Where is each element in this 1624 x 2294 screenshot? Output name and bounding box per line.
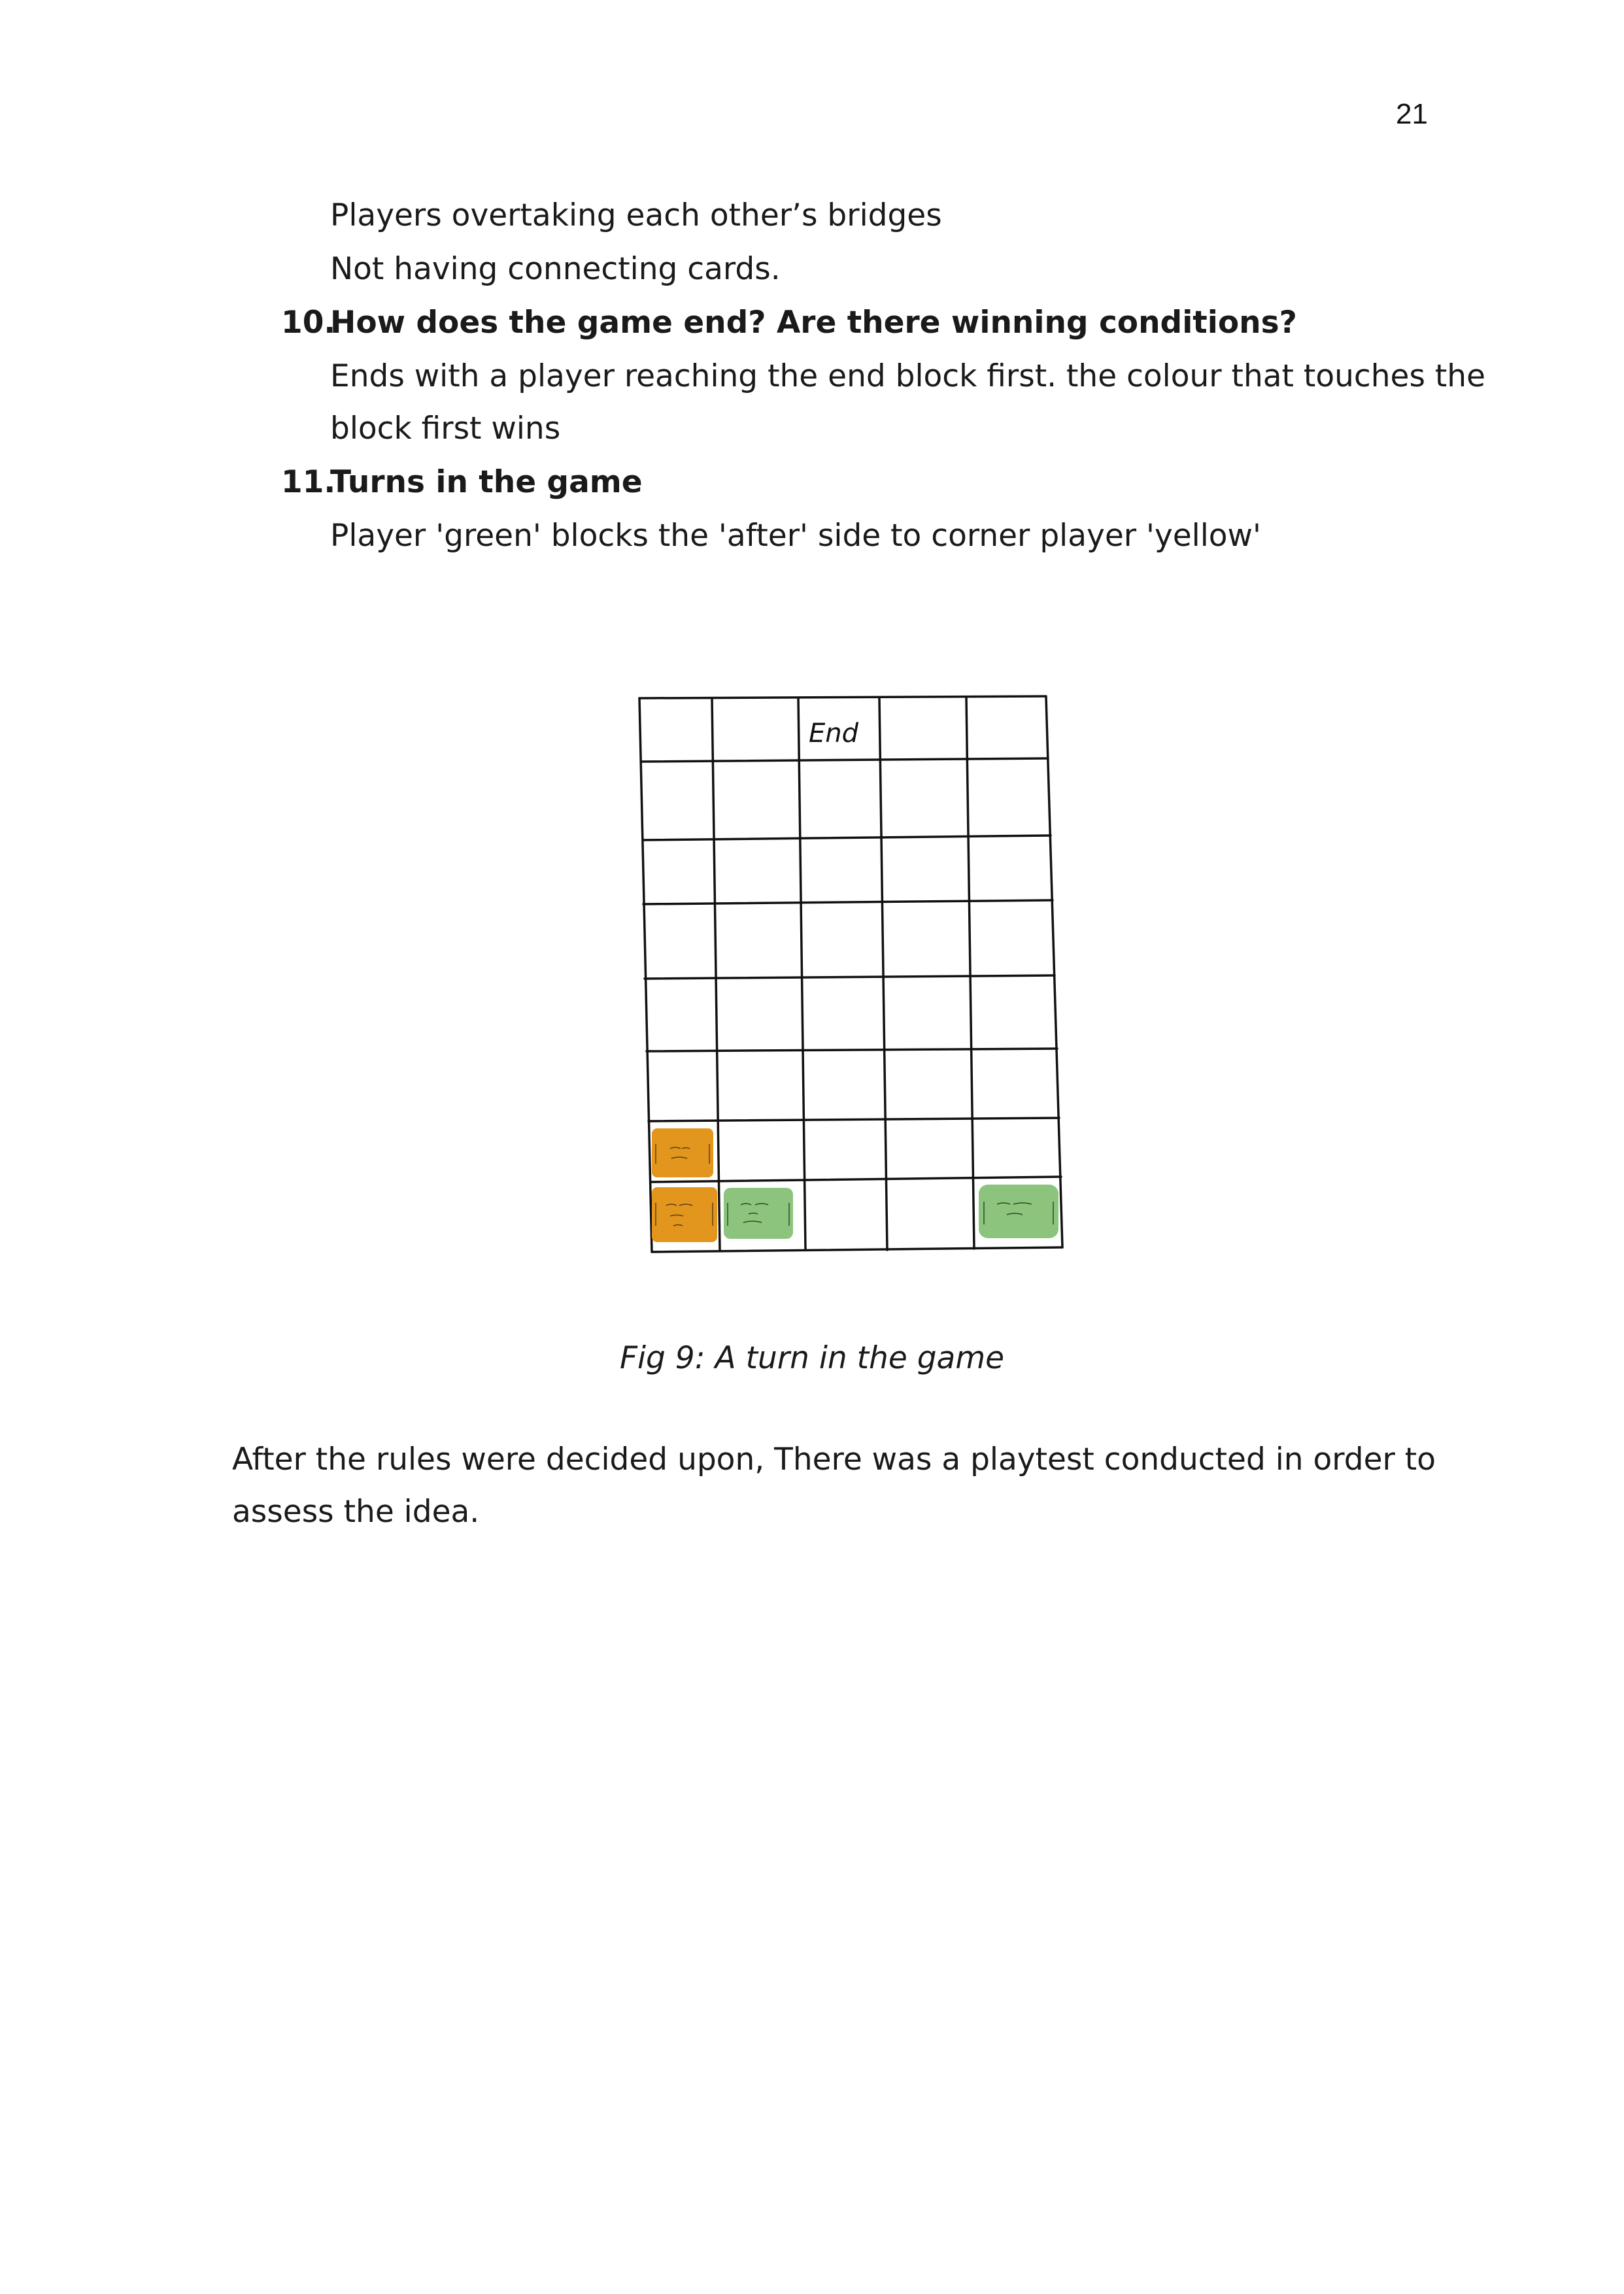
- question-number: 11.: [281, 464, 336, 500]
- game-board-figure: [637, 693, 1069, 1262]
- answer-text: Ends with a player reaching the end block first. the colour that touches the: [330, 358, 1485, 394]
- grid-line: [643, 835, 1051, 840]
- text-line: Not having connecting cards.: [330, 251, 781, 287]
- grid-line: [643, 900, 1053, 904]
- figure-caption: Fig 9: A turn in the game: [619, 1340, 1005, 1376]
- grid-line: [652, 1247, 1062, 1252]
- grid-line: [966, 698, 974, 1249]
- grid-line: [645, 975, 1055, 979]
- body-text: After the rules were decided upon, There was a playtest conducted in order to: [232, 1442, 1436, 1477]
- grid-line: [647, 1049, 1057, 1051]
- grid-line: [649, 1118, 1059, 1121]
- grid-line: [879, 698, 887, 1250]
- question-heading: [281, 463, 643, 502]
- grid-line: [641, 758, 1048, 762]
- page-number: 21: [1396, 98, 1428, 130]
- question-number: 10.: [281, 305, 336, 341]
- end-label: End: [808, 718, 859, 749]
- orange-card: [652, 1187, 717, 1242]
- answer-text: Player 'green' blocks the 'after' side to corner player 'yellow': [330, 518, 1261, 554]
- body-text: assess the idea.: [232, 1494, 480, 1530]
- green-card: [979, 1185, 1058, 1238]
- answer-text: block first wins: [330, 411, 561, 447]
- grid-line: [798, 698, 805, 1250]
- green-card: [724, 1188, 793, 1239]
- question-text: How does the game end? Are there winning conditions?: [330, 305, 1297, 341]
- text-line: Players overtaking each other’s bridges: [330, 197, 942, 233]
- question-heading: [281, 303, 1297, 343]
- grid-line: [639, 698, 652, 1252]
- grid-line: [651, 1177, 1061, 1182]
- question-text: Turns in the game: [330, 464, 643, 500]
- grid-line: [1046, 697, 1062, 1247]
- grid-line: [639, 696, 1046, 698]
- orange-card: [652, 1128, 713, 1177]
